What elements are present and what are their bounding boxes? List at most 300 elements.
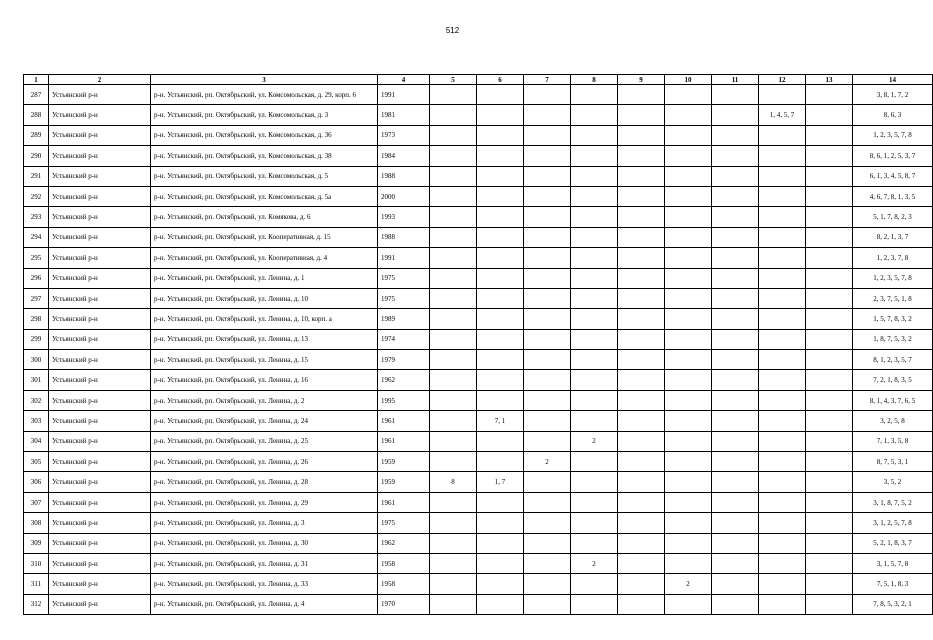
year-cell: 1991 — [378, 248, 430, 268]
col14-cell: 3, 1, 8, 7, 5, 2 — [853, 492, 933, 512]
district-cell: Устьянский р-н — [49, 492, 151, 512]
address-cell: р-н. Устьянский, рп. Октябрьский, ул. Комякова, д. 6 — [151, 207, 378, 227]
col12-cell — [759, 411, 806, 431]
col13-cell — [806, 105, 853, 125]
col14-cell: 6, 1, 3, 4, 5, 8, 7 — [853, 166, 933, 186]
col9-cell — [618, 472, 665, 492]
column-header-9: 9 — [618, 75, 665, 85]
col13-cell — [806, 329, 853, 349]
year-cell: 1988 — [378, 166, 430, 186]
col12-cell — [759, 574, 806, 594]
table-header — [24, 75, 933, 85]
col11-cell — [712, 166, 759, 186]
col12-cell — [759, 350, 806, 370]
col10-cell — [665, 85, 712, 105]
col13-cell — [806, 207, 853, 227]
registry-table — [23, 74, 933, 615]
col7-cell — [524, 309, 571, 329]
row-number: 297 — [24, 288, 49, 308]
col9-cell — [618, 411, 665, 431]
year-cell: 1991 — [378, 85, 430, 105]
col11-cell — [712, 309, 759, 329]
col11-cell — [712, 390, 759, 410]
address-cell: р-н. Устьянский, рп. Октябрьский, ул. Комсомольская, д. 36 — [151, 125, 378, 145]
col12-cell — [759, 309, 806, 329]
row-number: 291 — [24, 166, 49, 186]
col13-cell — [806, 411, 853, 431]
col6-cell — [477, 186, 524, 206]
row-number: 303 — [24, 411, 49, 431]
col14-cell: 8, 6, 1, 2, 5, 3, 7 — [853, 146, 933, 166]
table-row — [24, 268, 933, 288]
col5-cell — [430, 594, 477, 614]
year-cell: 1959 — [378, 472, 430, 492]
col6-cell: 1, 7 — [477, 472, 524, 492]
col5-cell — [430, 452, 477, 472]
col8-cell — [571, 329, 618, 349]
address-cell: р-н. Устьянский, рп. Октябрьский, ул. Ленина, д. 31 — [151, 553, 378, 573]
year-cell: 1961 — [378, 431, 430, 451]
col8-cell — [571, 186, 618, 206]
table-row — [24, 85, 933, 105]
address-cell: р-н. Устьянский, рп. Октябрьский, ул. Ленина, д. 30 — [151, 533, 378, 553]
address-cell: р-н. Устьянский, рп. Октябрьский, ул. Ленина, д. 28 — [151, 472, 378, 492]
col11-cell — [712, 492, 759, 512]
address-cell: р-н. Устьянский, рп. Октябрьский, ул. Ленина, д. 33 — [151, 574, 378, 594]
col8-cell — [571, 166, 618, 186]
col10-cell — [665, 248, 712, 268]
col10-cell — [665, 146, 712, 166]
col9-cell — [618, 533, 665, 553]
col11-cell — [712, 370, 759, 390]
col8-cell — [571, 513, 618, 533]
col7-cell — [524, 207, 571, 227]
col11-cell — [712, 329, 759, 349]
col5-cell — [430, 85, 477, 105]
col9-cell — [618, 329, 665, 349]
col12-cell — [759, 472, 806, 492]
row-number: 296 — [24, 268, 49, 288]
col7-cell — [524, 411, 571, 431]
row-number: 288 — [24, 105, 49, 125]
col14-cell: 7, 2, 1, 8, 3, 5 — [853, 370, 933, 390]
col5-cell — [430, 390, 477, 410]
col11-cell — [712, 207, 759, 227]
col8-cell — [571, 390, 618, 410]
col11-cell — [712, 125, 759, 145]
col14-cell: 1, 2, 3, 7, 8 — [853, 248, 933, 268]
col9-cell — [618, 574, 665, 594]
district-cell: Устьянский р-н — [49, 227, 151, 247]
col13-cell — [806, 390, 853, 410]
district-cell: Устьянский р-н — [49, 85, 151, 105]
col9-cell — [618, 288, 665, 308]
col9-cell — [618, 452, 665, 472]
col12-cell — [759, 248, 806, 268]
col6-cell — [477, 452, 524, 472]
col5-cell — [430, 513, 477, 533]
col9-cell — [618, 186, 665, 206]
col12-cell — [759, 329, 806, 349]
col13-cell — [806, 186, 853, 206]
col11-cell — [712, 288, 759, 308]
col11-cell — [712, 553, 759, 573]
col9-cell — [618, 594, 665, 614]
col11-cell — [712, 146, 759, 166]
district-cell: Устьянский р-н — [49, 268, 151, 288]
col14-cell: 2, 3, 7, 5, 1, 8 — [853, 288, 933, 308]
col5-cell — [430, 268, 477, 288]
col7-cell — [524, 594, 571, 614]
col13-cell — [806, 472, 853, 492]
col11-cell — [712, 513, 759, 533]
col13-cell — [806, 370, 853, 390]
col11-cell — [712, 472, 759, 492]
row-number: 310 — [24, 553, 49, 573]
column-header-6: 6 — [477, 75, 524, 85]
row-number: 312 — [24, 594, 49, 614]
column-header-4: 4 — [378, 75, 430, 85]
col13-cell — [806, 268, 853, 288]
col13-cell — [806, 248, 853, 268]
col10-cell — [665, 329, 712, 349]
col9-cell — [618, 166, 665, 186]
col14-cell: 8, 6, 3 — [853, 105, 933, 125]
year-cell: 1958 — [378, 553, 430, 573]
table-row — [24, 350, 933, 370]
col5-cell — [430, 288, 477, 308]
row-number: 289 — [24, 125, 49, 145]
col5-cell — [430, 533, 477, 553]
column-header-2: 2 — [49, 75, 151, 85]
col7-cell — [524, 574, 571, 594]
table-row — [24, 553, 933, 573]
col7-cell — [524, 146, 571, 166]
address-cell: р-н. Устьянский, рп. Октябрьский, ул. Ленина, д. 13 — [151, 329, 378, 349]
col5-cell — [430, 207, 477, 227]
col14-cell: 8, 1, 4, 3, 7, 6, 5 — [853, 390, 933, 410]
col11-cell — [712, 452, 759, 472]
address-cell: р-н. Устьянский, рп. Октябрьский, ул. Ленина, д. 1 — [151, 268, 378, 288]
col7-cell — [524, 105, 571, 125]
column-header-3: 3 — [151, 75, 378, 85]
col10-cell — [665, 553, 712, 573]
address-cell: р-н. Устьянский, рп. Октябрьский, ул. Ленина, д. 4 — [151, 594, 378, 614]
col8-cell — [571, 309, 618, 329]
col5-cell — [430, 309, 477, 329]
col7-cell — [524, 125, 571, 145]
col5-cell — [430, 411, 477, 431]
col11-cell — [712, 105, 759, 125]
col9-cell — [618, 125, 665, 145]
col5-cell — [430, 370, 477, 390]
col8-cell: 2 — [571, 553, 618, 573]
year-cell: 2000 — [378, 186, 430, 206]
col11-cell — [712, 574, 759, 594]
col9-cell — [618, 350, 665, 370]
col7-cell — [524, 472, 571, 492]
col8-cell — [571, 492, 618, 512]
col13-cell — [806, 533, 853, 553]
col11-cell — [712, 85, 759, 105]
col7-cell — [524, 431, 571, 451]
address-cell: р-н. Устьянский, рп. Октябрьский, ул. Ленина, д. 3 — [151, 513, 378, 533]
col12-cell — [759, 452, 806, 472]
year-cell: 1961 — [378, 411, 430, 431]
col11-cell — [712, 268, 759, 288]
col12-cell — [759, 390, 806, 410]
district-cell: Устьянский р-н — [49, 472, 151, 492]
col6-cell — [477, 513, 524, 533]
col7-cell: 2 — [524, 452, 571, 472]
address-cell: р-н. Устьянский, рп. Октябрьский, ул. Кооперативная, д. 4 — [151, 248, 378, 268]
address-cell: р-н. Устьянский, рп. Октябрьский, ул. Ленина, д. 24 — [151, 411, 378, 431]
col14-cell: 5, 1, 7, 8, 2, 3 — [853, 207, 933, 227]
col7-cell — [524, 268, 571, 288]
col10-cell — [665, 533, 712, 553]
col12-cell — [759, 207, 806, 227]
row-number: 298 — [24, 309, 49, 329]
year-cell: 1975 — [378, 288, 430, 308]
table-row — [24, 166, 933, 186]
col13-cell — [806, 350, 853, 370]
col8-cell — [571, 350, 618, 370]
col8-cell — [571, 248, 618, 268]
col11-cell — [712, 186, 759, 206]
year-cell: 1979 — [378, 350, 430, 370]
col13-cell — [806, 166, 853, 186]
table-row — [24, 492, 933, 512]
table-row — [24, 574, 933, 594]
col7-cell — [524, 288, 571, 308]
year-cell: 1958 — [378, 574, 430, 594]
col11-cell — [712, 248, 759, 268]
col5-cell — [430, 350, 477, 370]
district-cell: Устьянский р-н — [49, 431, 151, 451]
col8-cell — [571, 227, 618, 247]
col14-cell: 5, 2, 1, 8, 3, 7 — [853, 533, 933, 553]
col13-cell — [806, 594, 853, 614]
col12-cell — [759, 370, 806, 390]
col13-cell — [806, 492, 853, 512]
col14-cell: 3, 1, 2, 5, 7, 8 — [853, 513, 933, 533]
col9-cell — [618, 207, 665, 227]
col10-cell — [665, 350, 712, 370]
col12-cell — [759, 594, 806, 614]
col7-cell — [524, 166, 571, 186]
address-cell: р-н. Устьянский, рп. Октябрьский, ул. Ленина, д. 10 — [151, 288, 378, 308]
district-cell: Устьянский р-н — [49, 370, 151, 390]
col8-cell — [571, 146, 618, 166]
district-cell: Устьянский р-н — [49, 207, 151, 227]
col10-cell — [665, 207, 712, 227]
col8-cell — [571, 452, 618, 472]
col6-cell — [477, 85, 524, 105]
col10-cell — [665, 309, 712, 329]
district-cell: Устьянский р-н — [49, 553, 151, 573]
table-row — [24, 227, 933, 247]
district-cell: Устьянский р-н — [49, 411, 151, 431]
col9-cell — [618, 513, 665, 533]
table-row — [24, 207, 933, 227]
col6-cell — [477, 125, 524, 145]
col6-cell — [477, 309, 524, 329]
col10-cell — [665, 370, 712, 390]
col5-cell — [430, 248, 477, 268]
col10-cell — [665, 472, 712, 492]
table-row — [24, 594, 933, 614]
address-cell: р-н. Устьянский, рп. Октябрьский, ул. Ленина, д. 2 — [151, 390, 378, 410]
col10-cell — [665, 390, 712, 410]
col8-cell — [571, 370, 618, 390]
district-cell: Устьянский р-н — [49, 125, 151, 145]
col5-cell — [430, 574, 477, 594]
col12-cell — [759, 533, 806, 553]
col13-cell — [806, 309, 853, 329]
year-cell: 1962 — [378, 533, 430, 553]
col11-cell — [712, 431, 759, 451]
district-cell: Устьянский р-н — [49, 288, 151, 308]
col14-cell: 7, 5, 1, 8, 3 — [853, 574, 933, 594]
table-row — [24, 288, 933, 308]
col6-cell: 7, 1 — [477, 411, 524, 431]
table-row — [24, 146, 933, 166]
col5-cell — [430, 227, 477, 247]
col14-cell: 3, 5, 2 — [853, 472, 933, 492]
col12-cell — [759, 268, 806, 288]
col7-cell — [524, 85, 571, 105]
col8-cell — [571, 105, 618, 125]
col12-cell — [759, 125, 806, 145]
address-cell: р-н. Устьянский, рп. Октябрьский, ул. Ленина, д. 25 — [151, 431, 378, 451]
district-cell: Устьянский р-н — [49, 574, 151, 594]
address-cell: р-н. Устьянский, рп. Октябрьский, ул. Ленина, д. 15 — [151, 350, 378, 370]
col9-cell — [618, 390, 665, 410]
col8-cell — [571, 288, 618, 308]
col11-cell — [712, 350, 759, 370]
col5-cell: 8 — [430, 472, 477, 492]
col8-cell — [571, 125, 618, 145]
row-number: 290 — [24, 146, 49, 166]
col13-cell — [806, 227, 853, 247]
col14-cell: 8, 2, 1, 3, 7 — [853, 227, 933, 247]
col12-cell — [759, 166, 806, 186]
row-number: 294 — [24, 227, 49, 247]
table-row — [24, 329, 933, 349]
district-cell: Устьянский р-н — [49, 309, 151, 329]
col8-cell: 2 — [571, 431, 618, 451]
col7-cell — [524, 227, 571, 247]
col13-cell — [806, 431, 853, 451]
col9-cell — [618, 553, 665, 573]
col7-cell — [524, 390, 571, 410]
col11-cell — [712, 411, 759, 431]
col6-cell — [477, 533, 524, 553]
header-row — [24, 75, 933, 85]
col8-cell — [571, 574, 618, 594]
col13-cell — [806, 574, 853, 594]
row-number: 299 — [24, 329, 49, 349]
district-cell: Устьянский р-н — [49, 513, 151, 533]
col10-cell — [665, 452, 712, 472]
column-header-11: 11 — [712, 75, 759, 85]
col13-cell — [806, 85, 853, 105]
table-row — [24, 452, 933, 472]
year-cell: 1995 — [378, 390, 430, 410]
table-body — [24, 85, 933, 615]
address-cell: р-н. Устьянский, рп. Октябрьский, ул. Ленина, д. 16 — [151, 370, 378, 390]
year-cell: 1962 — [378, 370, 430, 390]
table-row — [24, 513, 933, 533]
col6-cell — [477, 248, 524, 268]
col10-cell: 2 — [665, 574, 712, 594]
district-cell: Устьянский р-н — [49, 594, 151, 614]
col14-cell: 7, 1, 3, 5, 8 — [853, 431, 933, 451]
col13-cell — [806, 288, 853, 308]
page-number: 512 — [445, 26, 460, 35]
col8-cell — [571, 207, 618, 227]
col10-cell — [665, 227, 712, 247]
row-number: 308 — [24, 513, 49, 533]
table-row — [24, 309, 933, 329]
table-row — [24, 431, 933, 451]
col14-cell: 1, 2, 3, 5, 7, 8 — [853, 268, 933, 288]
col5-cell — [430, 553, 477, 573]
col14-cell: 1, 8, 7, 5, 3, 2 — [853, 329, 933, 349]
district-cell: Устьянский р-н — [49, 248, 151, 268]
row-number: 305 — [24, 452, 49, 472]
col12-cell — [759, 85, 806, 105]
table-row — [24, 125, 933, 145]
col10-cell — [665, 166, 712, 186]
col7-cell — [524, 370, 571, 390]
col14-cell: 1, 2, 3, 5, 7, 8 — [853, 125, 933, 145]
district-cell: Устьянский р-н — [49, 329, 151, 349]
year-cell: 1981 — [378, 105, 430, 125]
col12-cell — [759, 186, 806, 206]
col6-cell — [477, 146, 524, 166]
row-number: 311 — [24, 574, 49, 594]
col6-cell — [477, 329, 524, 349]
col14-cell: 7, 8, 5, 3, 2, 1 — [853, 594, 933, 614]
row-number: 300 — [24, 350, 49, 370]
col6-cell — [477, 431, 524, 451]
col14-cell: 8, 7, 5, 3, 1 — [853, 452, 933, 472]
address-cell: р-н. Устьянский, рп. Октябрьский, ул. Ленина, д. 10, корп. а — [151, 309, 378, 329]
year-cell: 1973 — [378, 125, 430, 145]
col12-cell — [759, 146, 806, 166]
col5-cell — [430, 166, 477, 186]
col6-cell — [477, 492, 524, 512]
column-header-7: 7 — [524, 75, 571, 85]
col14-cell: 3, 2, 5, 8 — [853, 411, 933, 431]
col9-cell — [618, 85, 665, 105]
row-number: 302 — [24, 390, 49, 410]
row-number: 301 — [24, 370, 49, 390]
col5-cell — [430, 431, 477, 451]
col8-cell — [571, 268, 618, 288]
year-cell: 1984 — [378, 146, 430, 166]
col6-cell — [477, 350, 524, 370]
table-row — [24, 248, 933, 268]
col5-cell — [430, 329, 477, 349]
col14-cell: 8, 1, 2, 3, 5, 7 — [853, 350, 933, 370]
col11-cell — [712, 227, 759, 247]
district-cell: Устьянский р-н — [49, 390, 151, 410]
year-cell: 1993 — [378, 207, 430, 227]
col6-cell — [477, 105, 524, 125]
col6-cell — [477, 227, 524, 247]
